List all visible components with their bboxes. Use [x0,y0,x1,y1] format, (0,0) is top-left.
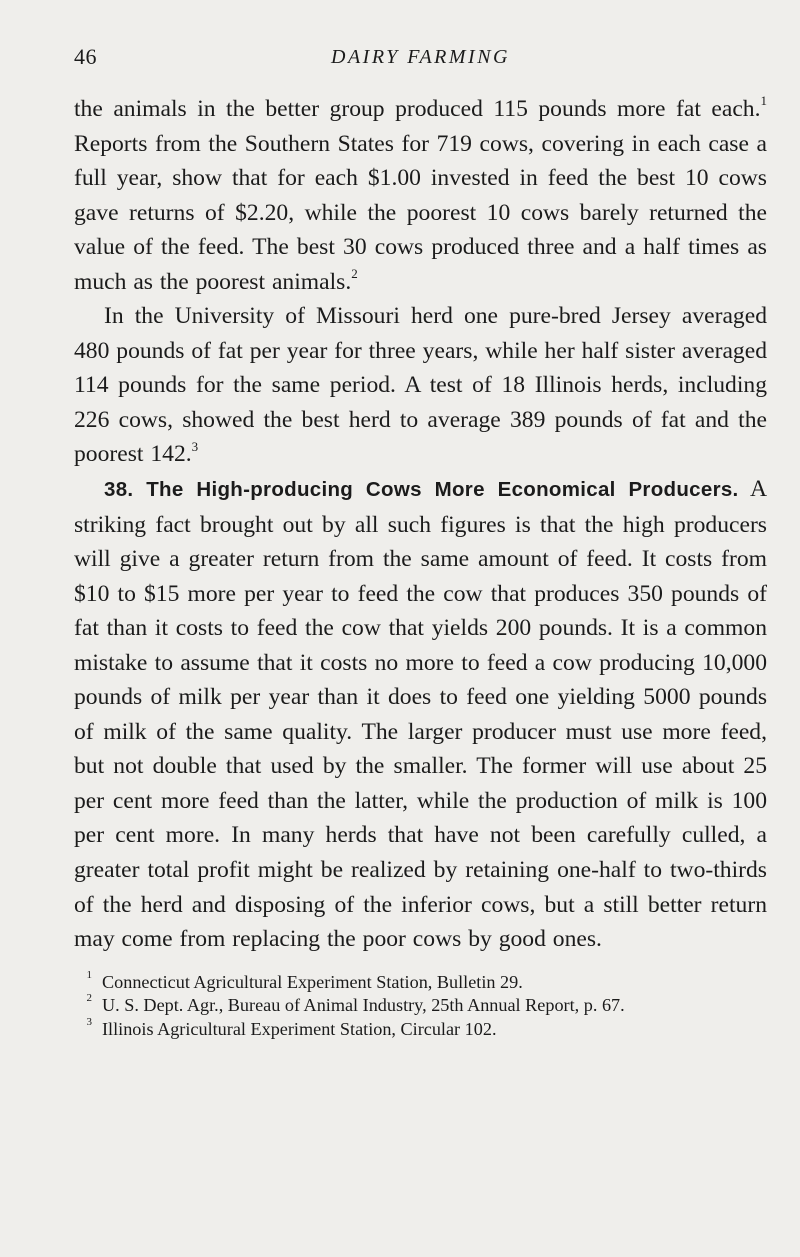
paragraph-1-text-b: Reports from the Southern States for 719 cows, covering in each case a full year, show that for each $1.00 invested in feed the best 10 cows gave returns of $2.20, while the poorest 10 cows barely returned the value of the feed. The best 30 cows produced three and a half times as much as the poorest animals. [74,130,767,295]
running-title: DAIRY FARMING [331,46,510,68]
section-38-text: A striking fact brought out by all such figures is that the high producers will give a greater return from the same amount of feed. It costs from $10 to $15 more per year to feed the cow that produces 350 pounds of fat than it costs to feed the cow that yields 200 pounds. It is a common mistake to assume that it costs no more to feed a cow producing 10,000 pounds of milk per year than it does to feed one yielding 5000 pounds of milk of the same quality. The larger producer must use more feed, but not double that used by the smaller. The former will use about 25 per cent more feed than the latter, while the production of milk is 100 per cent more. In many herds that have not been carefully culled, a greater total profit might be realized by retaining one-half to two-thirds of the herd and disposing of the inferior cows, but a still better return may come from replacing the poor cows by good ones. [74,476,768,953]
paragraph-2-text: In the University of Missouri herd one pure-bred Jersey averaged 480 pounds of fat per year for three years, while her half sister averaged 114 pounds for the same period. A test of 18 Illinois herds, including 226 cows, showed the best herd to average 389 pounds of fat and the poorest 142. [74,303,768,468]
footnote-3 [74,1015,767,1042]
page-header [74,44,767,78]
footnote-text: Illinois Agricultural Experiment Station, Circular 102. [102,1018,497,1039]
footnote-1 [74,968,767,995]
section-heading: 38. The High-producing Cows More Economical Producers. [104,478,739,502]
footnote-ref-2: 2 [351,265,358,281]
page-number: 46 [74,44,97,69]
book-page [74,44,767,1041]
body-text [74,92,767,957]
footnote-text: U. S. Dept. Agr., Bureau of Animal Industry, 25th Annual Report, p. 67. [102,995,625,1016]
footnote-mark: 1 [86,968,92,981]
footnote-2 [74,994,767,1018]
section-38 [74,472,767,957]
paragraph-1 [74,92,767,299]
footnotes [74,968,767,1042]
footnote-ref-3: 3 [191,438,199,454]
paragraph-1-text-a: the animals in the better group produced 115 pounds more fat each. [74,96,761,122]
footnote-text: Connecticut Agricultural Experiment Station, Bulletin 29. [102,971,523,992]
footnote-mark: 3 [86,1015,92,1028]
paragraph-2 [74,299,767,472]
footnote-mark: 2 [86,992,92,1005]
footnote-ref-1: 1 [760,93,767,109]
